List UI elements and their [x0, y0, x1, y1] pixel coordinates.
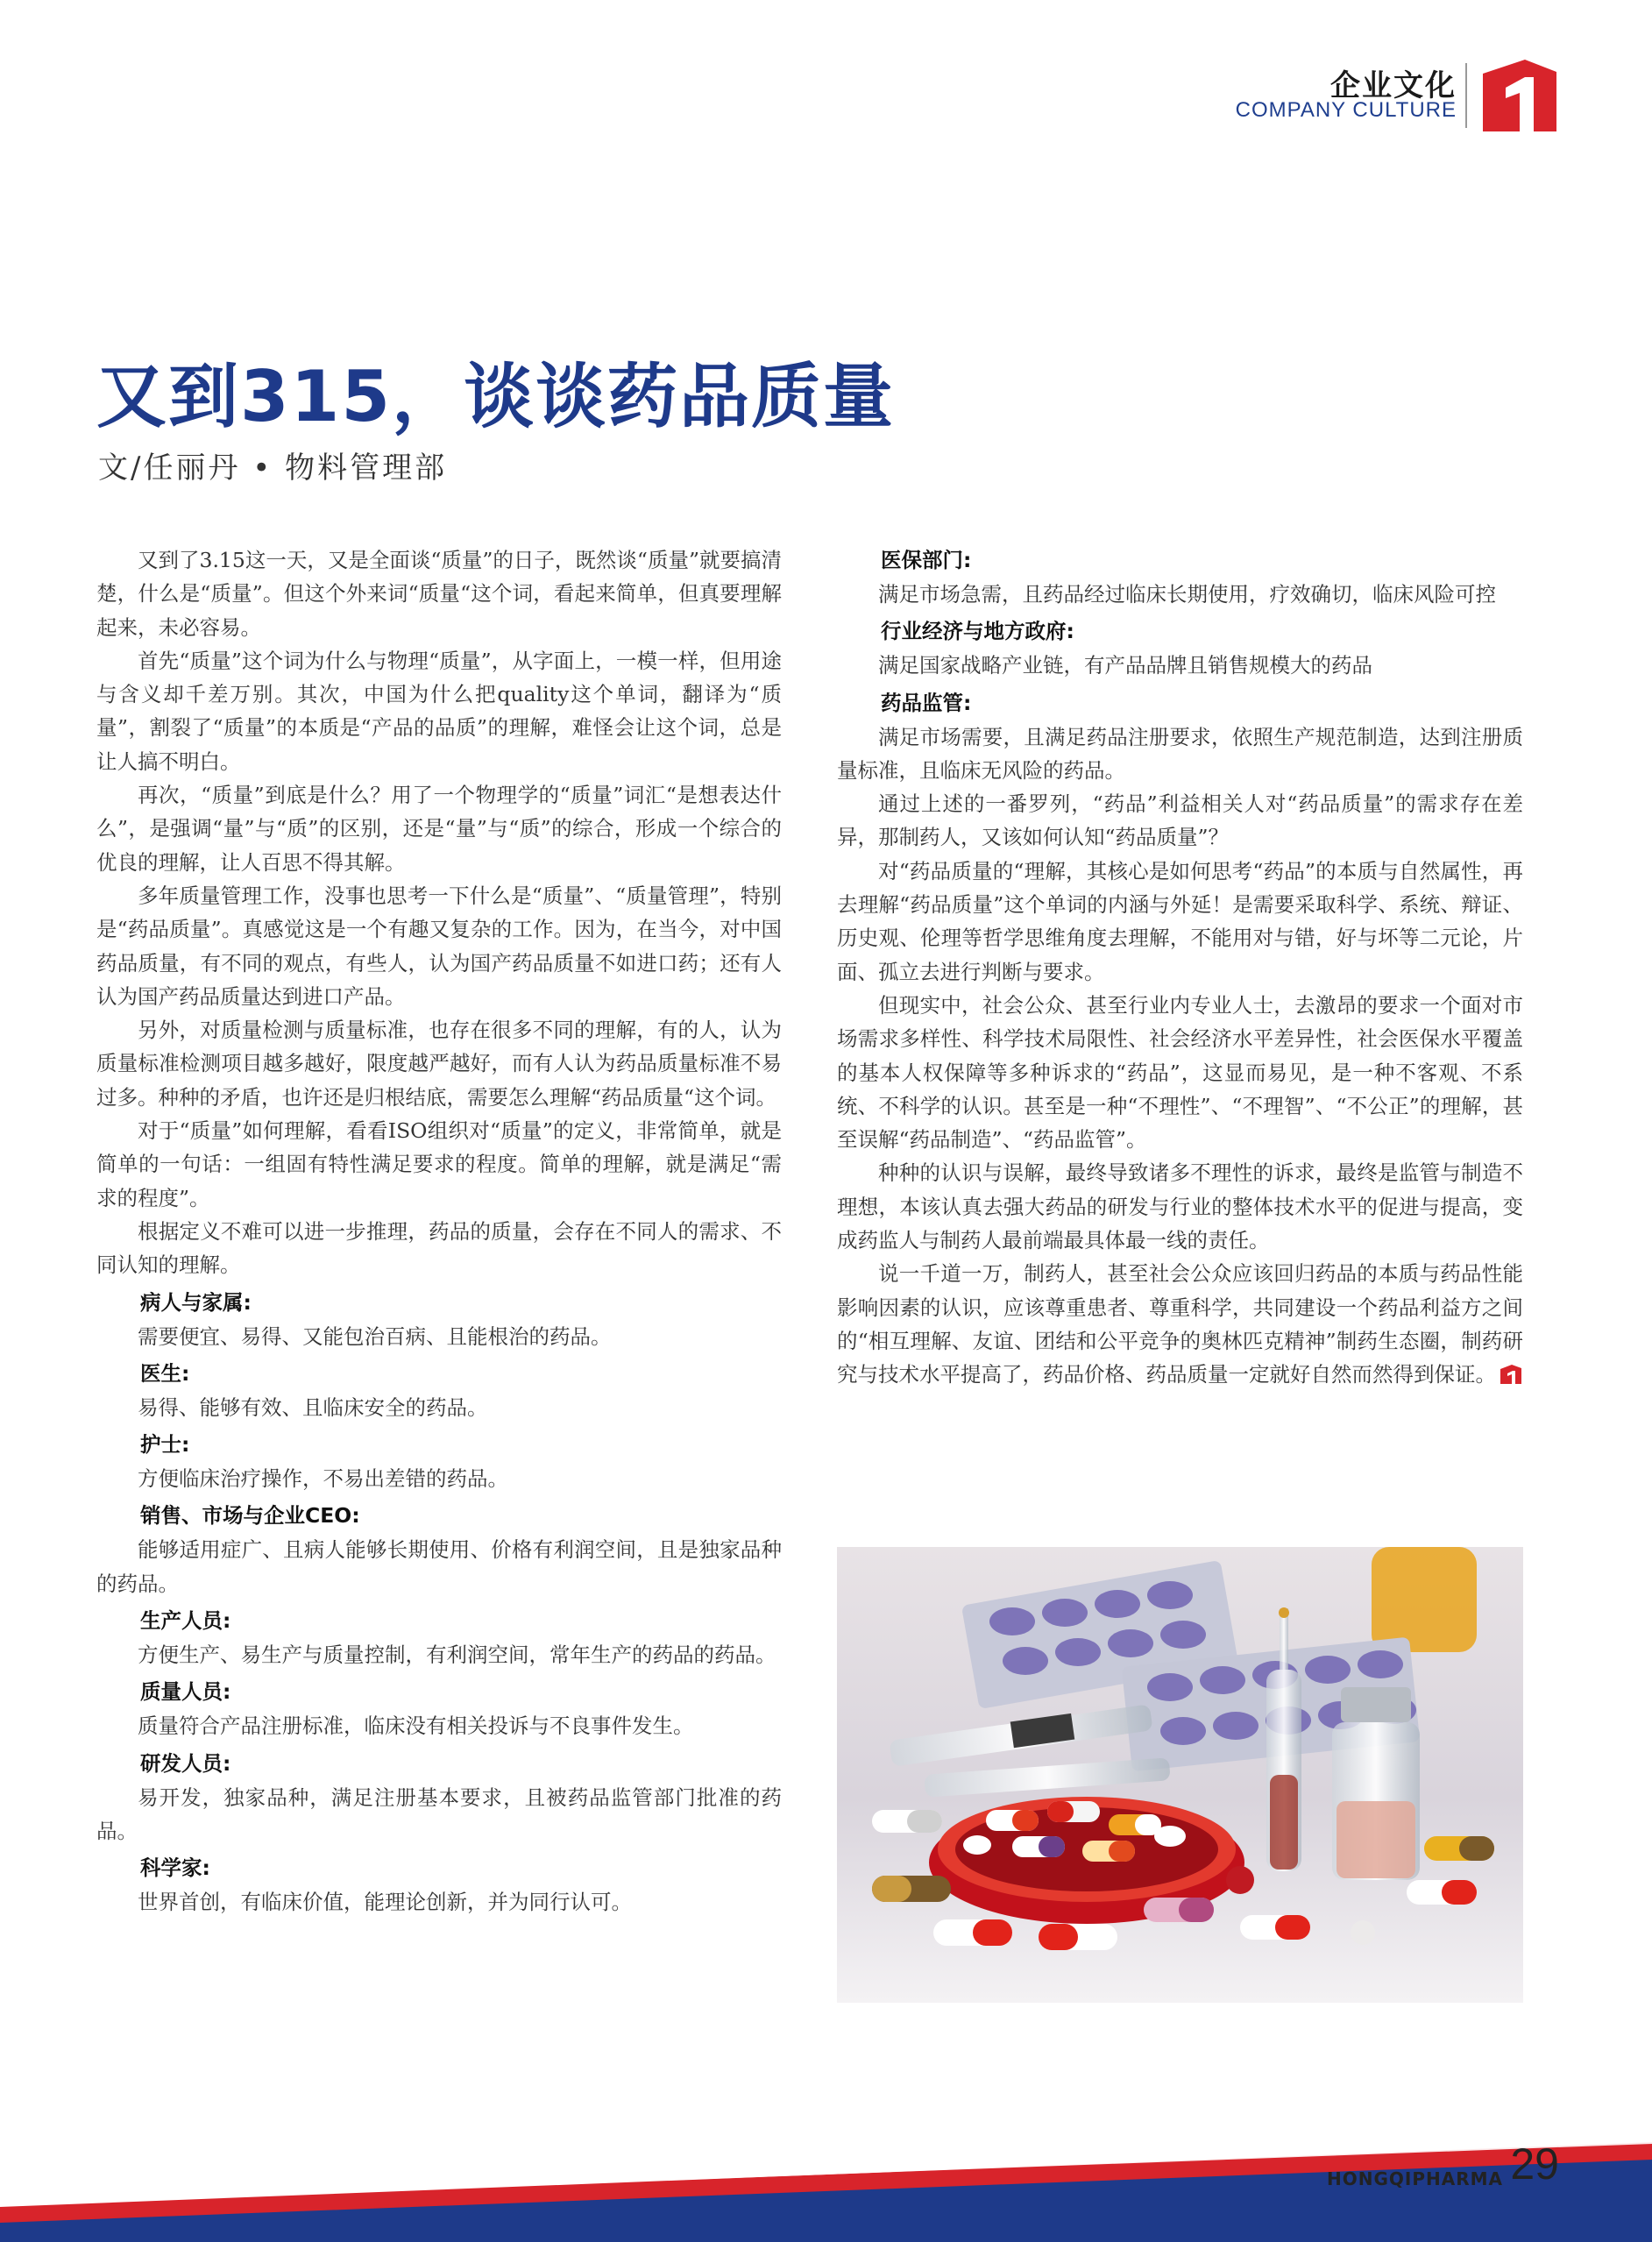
paragraph: 但现实中，社会公众、甚至行业内专业人士，去激昂的要求一个面对市场需求多样性、科学技术局限性、社会经济水平差异性，社会医保水平覆盖的基本人权保障等多种诉求的“药品”，这显而易见，是一种不客观、不系统、不科学的认识。甚至是一种“不理性”、“不理智”、“不公正”的理解，甚至误解“药品制造”、“药品监管”。 — [837, 992, 1523, 1153]
paragraph: 对于“质量”如何理解，看看ISO组织对“质量”的定义，非常简单，就是简单的一句话：一组固有特性满足要求的程度。简单的理解，就是满足“需求的程度”。 — [96, 1118, 782, 1210]
subheading-industry: 行业经济与地方政府: — [881, 619, 1074, 644]
paragraph: 需要便宜、易得、又能包治百病、且能根治的药品。 — [138, 1323, 612, 1349]
paragraph: 通过上述的一番罗列，“药品”利益相关人对“药品质量”的需求存在差异，那制药人，又该如何认知“药品质量”？ — [837, 791, 1523, 850]
paragraph: 首先“质量”这个词为什么与物理“质量”，从字面上，一模一样，但用途与含义却千差万别。其次，中国为什么把quality这个单词，翻译为“质量”，割裂了“质量”的本质是“产品的品质”的理解，难怪会让这个词，总是让人搞不明白。 — [96, 648, 782, 774]
paragraph: 能够适用症广、且病人能够长期使用、价格有利润空间，且是独家品种的药品。 — [96, 1537, 782, 1596]
paragraph: 又到了3.15这一天，又是全面谈“质量”的日子，既然谈“质量”就要搞清楚，什么是“质量”。但这个外来词“质量“这个词，看起来简单，但真要理解起来，未必容易。 — [96, 548, 782, 640]
paragraph: 方便生产、易生产与质量控制，有利润空间，常年生产的药品的药品。 — [138, 1642, 776, 1668]
paragraph: 对“药品质量的“理解，其核心是如何思考“药品”的本质与自然属性，再去理解“药品质量”这个单词的内涵与外延！是需要采取科学、系统、辩证、历史观、伦理等哲学思维角度去理解，不能用对与错，好与坏等二元论，片面、孤立去进行判断与要求。 — [837, 858, 1523, 984]
subheading-sales: 销售、市场与企业CEO: — [140, 1503, 360, 1529]
paragraph: 根据定义不难可以进一步推理，药品的质量，会存在不同人的需求、不同认知的理解。 — [96, 1218, 782, 1278]
paragraph: 满足国家战略产业链，有产品品牌且销售规模大的药品 — [878, 653, 1372, 678]
article-author: 文/任丽丹 • 物料管理部 — [98, 451, 448, 486]
subheading-insurance: 医保部门: — [881, 548, 972, 572]
paragraph: 易得、能够有效、且临床安全的药品。 — [138, 1394, 488, 1420]
paragraph-last — [837, 1257, 1523, 1391]
paragraph: 世界首创，有临床价值，能理论创新，并为同行认可。 — [138, 1890, 632, 1915]
paragraph: 方便临床治疗操作，不易出差错的药品。 — [138, 1466, 508, 1492]
section-title-cn: 企业文化 — [1330, 68, 1457, 103]
subheading-doctor: 医生: — [140, 1360, 190, 1386]
header-divider — [1465, 63, 1467, 128]
page-number: 29 — [1510, 2139, 1559, 2189]
subheading-production: 生产人员: — [140, 1608, 231, 1634]
medicine-photo — [837, 1547, 1523, 2003]
paragraph: 再次，“质量”到底是什么？用了一个物理学的“质量”词汇“是想表达什么”，是强调“量”与“质”的区别，还是“量”与“质”的综合，形成一个综合的优良的理解，让人百思不得其解。 — [96, 783, 782, 875]
subheading-scientist: 科学家: — [140, 1855, 210, 1881]
paragraph: 满足市场急需，且药品经过临床长期使用，疗效确切，临床风险可控 — [878, 582, 1496, 607]
footer-brand: HONGQIPHARMA — [1327, 2168, 1503, 2189]
subheading-regulation: 药品监管: — [881, 690, 972, 715]
subheading-patient: 病人与家属: — [140, 1289, 252, 1315]
subheading-quality: 质量人员: — [140, 1679, 231, 1705]
paragraph: 另外，对质量检测与质量标准，也存在很多不同的理解，有的人，认为质量标准检测项目越多越好，限度越严越好，而有人认为药品质量标准不易过多。种种的矛盾，也许还是归根结底，需要怎么理解“药品质量“这个词。 — [96, 1018, 782, 1110]
subheading-rd: 研发人员: — [140, 1750, 231, 1776]
article-title: 又到315，谈谈药品质量 — [96, 356, 895, 437]
article-column-right — [837, 543, 1523, 1392]
paragraph: 满足市场需要，且满足药品注册要求，依照生产规范制造，达到注册质量标准，且临床无风险的药品。 — [837, 724, 1523, 783]
hongqi-logo-icon — [1479, 54, 1560, 135]
footer-band — [0, 2139, 1652, 2242]
paragraph: 易开发，独家品种，满足注册基本要求，且被药品监管部门批准的药品。 — [96, 1784, 782, 1843]
paragraph: 种种的认识与误解，最终导致诸多不理性的诉求，最终是监管与制造不理想，本该认真去强大药品的研发与行业的整体技术水平的促进与提高，变成药监人与制药人最前端最具体最一线的责任。 — [837, 1160, 1523, 1253]
end-mark-icon — [1500, 1364, 1522, 1385]
section-title-en: COMPANY CULTURE — [1235, 98, 1457, 122]
subheading-nurse: 护士: — [140, 1432, 190, 1458]
paragraph: 质量符合产品注册标准，临床没有相关投诉与不良事件发生。 — [138, 1713, 694, 1739]
article-column-left — [96, 543, 782, 1919]
paragraph: 多年质量管理工作，没事也思考一下什么是“质量”、“质量管理”，特别是“药品质量”。真感觉这是一个有趣又复杂的工作。因为，在当今，对中国药品质量，有不同的观点，有些人，认为国产药品质量不如进口药；还有人认为国产药品质量达到进口产品。 — [96, 883, 782, 1009]
paragraph-text: 说一千道一万，制药人，甚至社会公众应该回归药品的本质与药品性能影响因素的认识，应该尊重患者、尊重科学，共同建设一个药品利益方之间的“相互理解、友谊、团结和公平竞争的奥林匹克精神”制药生态圈，制药研究与技术水平提高了，药品价格、药品质量一定就好自然而然得到保证。 — [837, 1261, 1523, 1387]
